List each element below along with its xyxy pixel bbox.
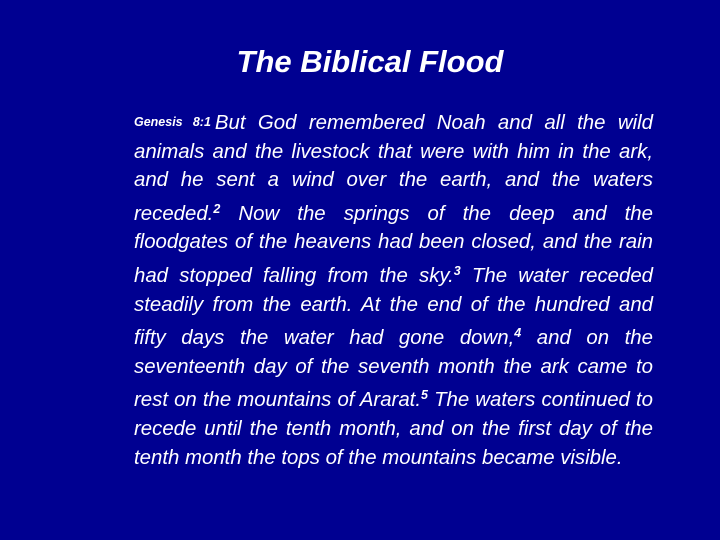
scripture-passage <box>134 108 653 472</box>
verse-number-2: 2 <box>213 201 221 216</box>
verse-number-4: 4 <box>514 326 522 341</box>
verse-text-5: The waters continued to recede until the tenth month, and on the first day of the tenth month the tops of the mountains became visible. <box>134 389 653 469</box>
verse-number-3: 3 <box>453 263 461 278</box>
verse-text-4: and on the seventeenth day of the seventh month the ark came to rest on the mountains of Ararat. <box>134 327 653 412</box>
slide-title: The Biblical Flood <box>236 44 504 79</box>
verse-text-2: Now the springs of the deep and the floodgates of the heavens had been closed, and the rain had stopped falling from the sky. <box>134 202 653 287</box>
verse-text-1: But God remembered Noah and all the wild animals and the livestock that were with him in the ark, and he sent a wind over the earth, and the waters receded. <box>134 112 653 225</box>
verse-number-5: 5 <box>421 388 428 403</box>
scripture-reference: Genesis 8:1 <box>134 115 211 129</box>
verse-text-3: The water receded steadily from the earth. At the end of the hundred and fifty days the water had gone down, <box>134 264 653 350</box>
